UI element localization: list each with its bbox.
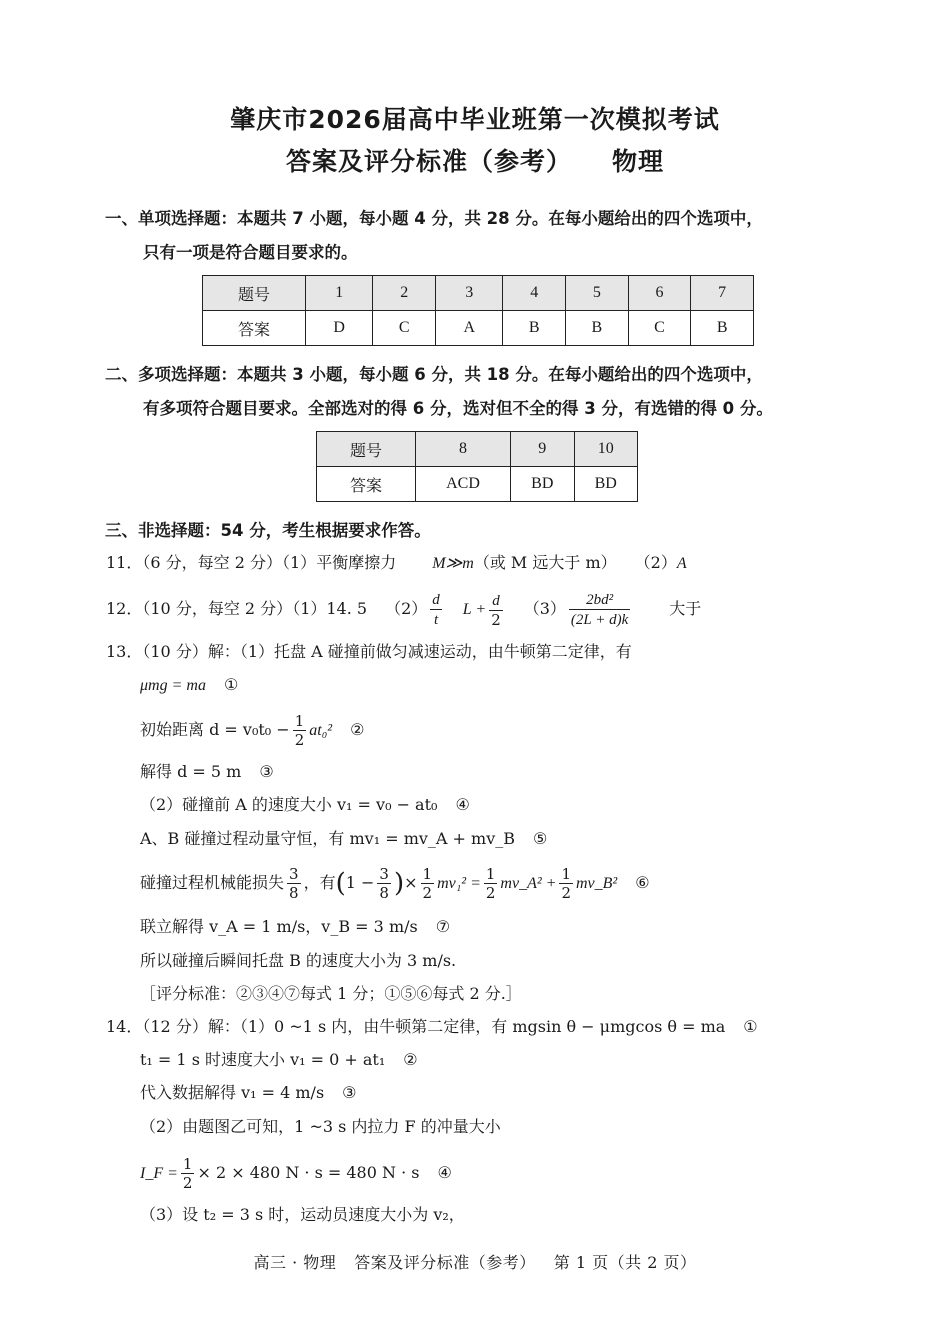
section2-line2: 有多项符合题目要求。全部选对的得 6 分，选对但不全的得 3 分，有选错的得 0 分。 [143, 399, 773, 418]
q13-number: 13． [106, 642, 143, 661]
question-number: 2 [373, 276, 436, 311]
q14-eq6-line: （3）设 t₂ = 3 s 时，运动员速度大小为 v₂， [140, 1205, 465, 1224]
page-footer [0, 1250, 950, 1273]
q13-half-fraction [484, 865, 498, 902]
fraction-denominator: 8 [289, 884, 299, 902]
q13-eq6-factor: 1 − [345, 873, 375, 892]
fraction-denominator: 2 [294, 731, 305, 749]
section2-line1: 二、多项选择题：本题共 3 小题，每小题 6 分，共 18 分。在每小题给出的四个选项中， [105, 365, 763, 384]
fraction-denominator: 2 [491, 610, 501, 629]
q11-condition-note: （或 M 远大于 m） [473, 553, 617, 572]
equation-mark: ④ [437, 1163, 452, 1182]
q12-part4: 大于 [669, 599, 702, 618]
fraction-numerator: 1 [182, 1155, 193, 1173]
q13-eq6-term1: mv₁² = [437, 875, 481, 892]
section1-line2: 只有一项是符合题目要求的。 [143, 243, 358, 262]
q11-score: （6 分，每空 2 分） [142, 553, 282, 572]
answer-cell: B [691, 311, 754, 346]
q13-rubric: ［评分标准：②③④⑦每式 1 分；①⑤⑥每式 2 分.］ [140, 984, 522, 1003]
q14-eq2-line [140, 1049, 418, 1071]
q13-intro-line [106, 641, 632, 663]
q12-score: （10 分，每空 2 分） [142, 599, 293, 618]
q13-eq6-term3: mv_B² [576, 875, 618, 892]
fraction-denominator: 2 [422, 884, 433, 902]
q12-frac-part3 [569, 590, 630, 629]
q12-frac-d-over-t [430, 590, 442, 629]
question-number: 10 [574, 432, 638, 467]
equation-mark: ② [350, 720, 365, 739]
question-number: 7 [691, 276, 754, 311]
answer-cell: B [566, 311, 629, 346]
answer-cell: C [628, 311, 691, 346]
q14-eq5-line [140, 1155, 452, 1192]
q13-eq2: 初始距离 d = v₀t₀ − [140, 720, 290, 739]
q11-answer [106, 552, 687, 575]
q12-part1: （1）14. 5 [292, 599, 368, 618]
equation-mark: ⑥ [635, 873, 650, 892]
equation-mark: ① [223, 675, 239, 694]
q14-eq5-pre: I_F = [140, 1165, 178, 1182]
fraction-denominator: 2 [561, 884, 571, 902]
section3-heading: 三、非选择题：54 分，考生根据要求作答。 [105, 521, 431, 540]
q13-eq6-line: 碰撞过程机械能损失 $\frac{3}{8}$ ，有(1 − $\frac{3}{8}$ )× $\frac{1}{2}$ mv₁² = $\frac{1}{2}$ mv_A² + $\frac{1}{2}$ mv_B² ⑥ [140, 865, 650, 902]
section1-heading [105, 202, 865, 270]
q13-loss-fraction [287, 865, 301, 902]
q11-condition: M≫m [432, 555, 474, 572]
question-number: 4 [503, 276, 566, 311]
q14-eq3-line [140, 1082, 357, 1104]
q13-half-fraction [559, 865, 573, 902]
exam-title: 肇庆市2026届高中毕业班第一次模拟考试 [230, 105, 720, 134]
question-number: 5 [566, 276, 629, 311]
q11-part1-label: （1） [282, 553, 317, 572]
table-row [317, 467, 638, 502]
q12-part2-label: （2） [385, 599, 428, 618]
q14-eq2: t₁ = 1 s 时速度大小 v₁ = 0 + at₁ [140, 1050, 386, 1069]
q14-intro-line [106, 1016, 758, 1038]
q14-half-fraction [181, 1155, 195, 1192]
fraction-denominator: (2L + d)k [570, 612, 629, 628]
equation-mark: ③ [342, 1083, 357, 1102]
q11-part2-label: （2） [634, 553, 677, 572]
q13-intro: （10 分）解：（1）托盘 A 碰撞前做匀减速运动，由牛顿第二定律，有 [142, 642, 632, 661]
exam-subtitle [0, 142, 950, 178]
q13-eq2-fraction [293, 712, 307, 749]
table-row [203, 311, 754, 346]
row-head-label: 题号 [317, 432, 416, 467]
equation-mark: ⑦ [435, 917, 451, 936]
q11-number: 11． [106, 553, 143, 572]
section2-heading [105, 358, 865, 426]
fraction-numerator: d [432, 592, 440, 608]
equation-mark: ④ [455, 795, 470, 814]
q13-eq1: μmg = ma [140, 677, 206, 694]
table-row [317, 432, 638, 467]
fraction-numerator: 3 [379, 865, 389, 883]
section2-answer-table [316, 431, 638, 502]
q14-eq4-line: （2）由题图乙可知，1 ~3 s 内拉力 F 的冲量大小 [140, 1117, 501, 1136]
q13-eq7-line [140, 916, 450, 938]
fraction-denominator: t [433, 612, 439, 628]
answer-cell: D [306, 311, 373, 346]
q14-intro: （12 分）解：（1）0 ~1 s 内，由牛顿第二定律，有 mgsin θ − μmgcos θ = ma [142, 1017, 726, 1036]
q13-eq1-line [140, 674, 238, 697]
fraction-numerator: 3 [289, 865, 299, 883]
answer-cell: C [373, 311, 436, 346]
q13-eq4-line [140, 794, 470, 816]
fraction-numerator: 2bd² [586, 592, 614, 608]
fraction-numerator: d [492, 592, 500, 609]
fraction-denominator: 8 [379, 884, 389, 902]
q13-eq5-line [140, 828, 547, 850]
equation-mark: ① [743, 1017, 758, 1036]
section1-answer-table [202, 275, 754, 346]
q13-factor-fraction [377, 865, 391, 902]
equation-mark: ② [403, 1050, 418, 1069]
question-number: 9 [511, 432, 574, 467]
answer-cell: B [503, 311, 566, 346]
fraction-numerator: 1 [485, 865, 496, 883]
subtitle-main: 答案及评分标准（参考） [285, 147, 572, 176]
section1-line1: 一、单项选择题：本题共 7 小题，每小题 4 分，共 28 分。在每小题给出的四个选项中， [105, 209, 763, 228]
question-number: 8 [416, 432, 511, 467]
q14-eq5-tail: × 2 × 480 N · s = 480 N · s [197, 1163, 420, 1182]
q13-eq3-line [140, 761, 274, 783]
row-answer-label: 答案 [317, 467, 416, 502]
q12-answer [106, 590, 701, 629]
fraction-numerator: 1 [294, 712, 305, 730]
subtitle-subject: 物理 [612, 147, 665, 176]
footer-page-number: 第 1 页（共 2 页） [553, 1253, 697, 1272]
q12-frac-d-over-2 [489, 591, 503, 629]
answer-cell: ACD [416, 467, 511, 502]
fraction-denominator: 2 [485, 884, 496, 902]
table-row [203, 276, 754, 311]
answer-cell: BD [511, 467, 574, 502]
footer-subject: 高三 · 物理 [253, 1253, 337, 1272]
fraction-numerator: 1 [422, 865, 433, 883]
fraction-denominator: 2 [182, 1174, 193, 1192]
question-number: 3 [436, 276, 503, 311]
q14-number: 14． [106, 1017, 143, 1036]
fraction-numerator: 1 [561, 865, 571, 883]
q11-part1-answer: 平衡摩擦力 [316, 553, 397, 572]
answer-cell: BD [574, 467, 638, 502]
question-number: 1 [306, 276, 373, 311]
q13-eq3: 解得 d = 5 m [140, 762, 242, 781]
q13-eq6-pre: 碰撞过程机械能损失 [140, 873, 285, 892]
q13-eq2-line [140, 712, 364, 749]
row-head-label: 题号 [203, 276, 306, 311]
q12-expr-L: L + [462, 601, 487, 618]
row-answer-label: 答案 [203, 311, 306, 346]
question-number: 6 [628, 276, 691, 311]
q13-conclusion: 所以碰撞后瞬间托盘 B 的速度大小为 3 m/s. [140, 951, 457, 970]
q11-part2-answer: A [676, 555, 687, 572]
equation-mark: ⑤ [533, 829, 548, 848]
q13-half-fraction [421, 865, 435, 902]
q12-number: 12． [106, 599, 143, 618]
q13-eq6-mid: ，有 [303, 873, 336, 892]
q13-eq4: （2）碰撞前 A 的速度大小 v₁ = v₀ − at₀ [140, 795, 438, 814]
q13-eq7: 联立解得 v_A = 1 m/s，v_B = 3 m/s [140, 917, 418, 936]
answer-cell: A [436, 311, 503, 346]
q12-part3-label: （3） [523, 599, 566, 618]
footer-doc-title: 答案及评分标准（参考） [354, 1253, 536, 1272]
q14-eq3: 代入数据解得 v₁ = 4 m/s [140, 1083, 325, 1102]
q13-eq6-term2: mv_A² + [500, 875, 557, 892]
q13-eq5: A、B 碰撞过程动量守恒，有 mv₁ = mv_A + mv_B [140, 829, 516, 848]
q13-eq2-tail: at₀² [309, 722, 333, 739]
equation-mark: ③ [259, 762, 274, 781]
